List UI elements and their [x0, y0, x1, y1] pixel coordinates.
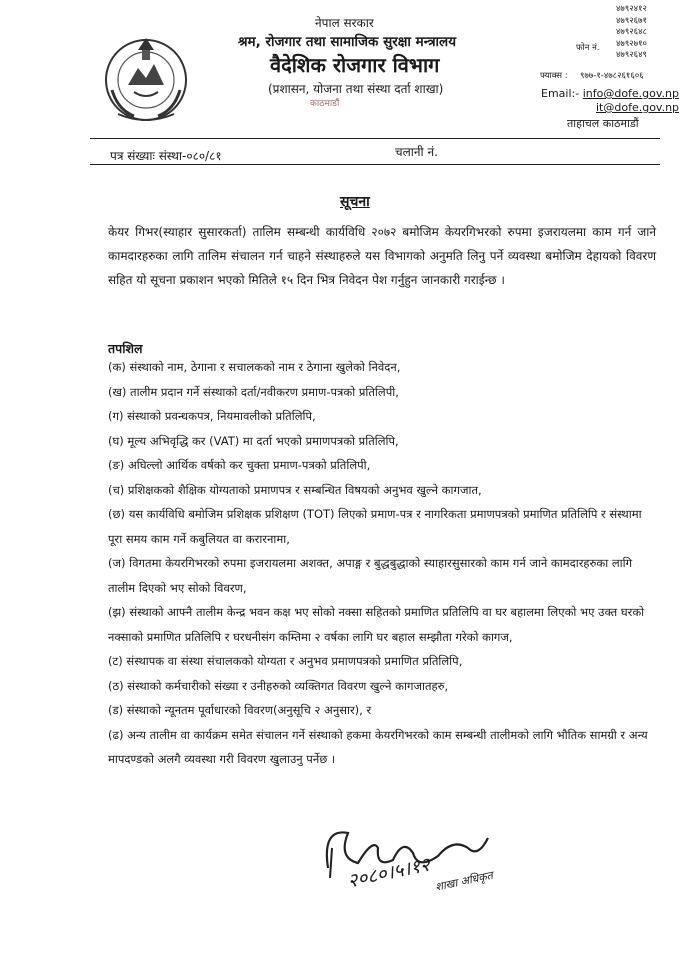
list-item: (ङ) अघिल्लो आर्थिक वर्षको कर चुक्ता प्रमाण-पत्रको प्रतिलिपी,: [108, 458, 371, 472]
list-item: (घ) मूल्य अभिवृद्धि कर (VAT) मा दर्ता भएको प्रमाणपत्रको प्रतिलिपि,: [108, 433, 399, 448]
phone-number: ४७९२६४८: [616, 27, 647, 38]
notice-intro: केयर गिभर(स्याहार सुसारकर्ता) तालिम सम्बन्धी कार्यविधि २०७२ बमोजिम केयरगिभरको रुपमा इजरायलमा काम गर्न जाने कामदारहरुका लागि तालिम संचालन गर्न चाहने संस्थाहरुले यस विभागको अनुमति लिनु पर्ने व्यवस्था बमोजिम देहायको विवरण सहित यो सूचना प्रकाशन भएको मितिले १५ दिन भित्र निवेदन पेश गर्नुहुन जानकारी गराईन्छ ।: [108, 225, 656, 287]
phone-number: ४७९२४१२: [616, 4, 647, 14]
list-item: (ठ) संस्थाको कर्मचारीको संख्या र उनीहरुको व्यक्तिगत विवरण खुल्ने कागजातहरु,: [108, 678, 449, 693]
email-link-info[interactable]: info@dofe.gov.np: [582, 87, 680, 100]
office-address: ताहाचल काठमाडौं: [567, 117, 639, 130]
header-divider-bottom: [90, 164, 660, 165]
section-name: (प्रशासन, योजना तथा संस्था दर्ता शाखा): [268, 82, 444, 96]
ministry-name: श्रम, रोजगार तथा सामाजिक सुरक्षा मन्त्रालय: [238, 34, 457, 50]
letter-reference: पत्र संख्याः संस्था-०८०/८१: [110, 149, 222, 163]
phone-number: ४७९२६७१: [616, 15, 647, 26]
list-item: (ग) संस्थाको प्रवन्धकपत्र, नियमावलीको प्रतिलिपि,: [108, 409, 316, 423]
header-divider-top: [90, 138, 660, 139]
notice-title: सूचना: [340, 194, 370, 210]
government-name: नेपाल सरकार: [315, 16, 374, 30]
nepal-government-emblem-icon: [98, 30, 194, 126]
chalani-number: चलानी नं.: [395, 145, 438, 159]
requirements-list: [108, 355, 658, 772]
list-item: (ख) तालीम प्रदान गर्ने संस्थाको दर्ता/नवीकरण प्रमाण-पत्रको प्रतिलिपी,: [108, 384, 399, 399]
fax-label: फ्याक्स :: [540, 71, 568, 81]
received-stamp: काठमाडौं: [310, 99, 340, 109]
details-heading: तपशिल: [108, 341, 143, 356]
list-item: (क) संस्थाको नाम, ठेगाना र सचालकको नाम र ठेगाना खुलेको निवेदन,: [108, 360, 401, 374]
email-link-it[interactable]: it@dofe.gov.np: [596, 101, 680, 114]
phone-label: फोन नं.: [576, 43, 600, 53]
list-item: (झ) संस्थाको आफ्नै तालीम केन्द्र भवन कक्ष भए सोको नक्सा सहितको प्रमाणित प्रतिलिपि वा घर बहालमा लिएको भए उक्त घरको नक्साको प्रमाणित प्रतिलिपि र घरधनीसंग कम्तिमा २ वर्षका लागि घर बहाल सम्झौता गरेको कागज,: [108, 605, 645, 644]
email-line: [541, 87, 679, 100]
phone-number: ४७९२६४९: [616, 50, 647, 61]
list-item: (ड) संस्थाको न्यूनतम पूर्वाधारको विवरण(अनुसूचि २ अनुसार), र: [108, 703, 372, 717]
list-item: (छ) यस कार्यविधि बमोजिम प्रशिक्षक प्रशिक्षण (TOT) लिएको प्रमाण-पत्र र नागरिकता प्रमाणपत्रको प्रमाणित प्रतिलिपि र संस्थामा पूरा समय काम गर्ने कबुलियत वा करारनामा,: [108, 507, 642, 546]
department-name: वैदेशिक रोजगार विभाग: [270, 53, 440, 77]
signature-date: २०८०।५।१२: [345, 853, 432, 893]
phone-numbers: [616, 4, 647, 62]
signatory-title: शाखा अधिकृत: [434, 868, 495, 894]
phone-number: ४७९२७१०: [616, 38, 647, 49]
list-item: (च) प्रशिक्षकको शैक्षिक योग्यताको प्रमाणपत्र र सम्बन्धित विषयको अनुभव खुल्ने कागजात,: [108, 482, 482, 497]
list-item: (ट) संस्थापक वा संस्था संचालकको योग्यता र अनुभव प्रमाणपत्रको प्रमाणित प्रतिलिपि,: [108, 654, 463, 668]
list-item: (ज) विगतमा केयरगिभरको रुपमा इजरायलमा अशक्त, अपाङ्ग र बुद्धबुद्धाको स्याहारसुसारको काम गर्न जाने कामदारहरुका लागि तालीम दिएको भए सोको विवरण,: [108, 556, 633, 595]
fax-number: ९७७-१-४७८२६१६०६: [580, 71, 644, 81]
list-item: (ढ) अन्य तालीम वा कार्यक्रम समेत संचालन गर्ने संस्थाको हकमा केयरगिभरको काम सम्बन्धी तालीमको लागि भौतिक सामग्री र अन्य मापदण्डको अलगै व्यवस्था गरी विवरण खुलाउनु पर्नेछ ।: [108, 727, 648, 766]
email-label: Email:-: [541, 87, 580, 100]
